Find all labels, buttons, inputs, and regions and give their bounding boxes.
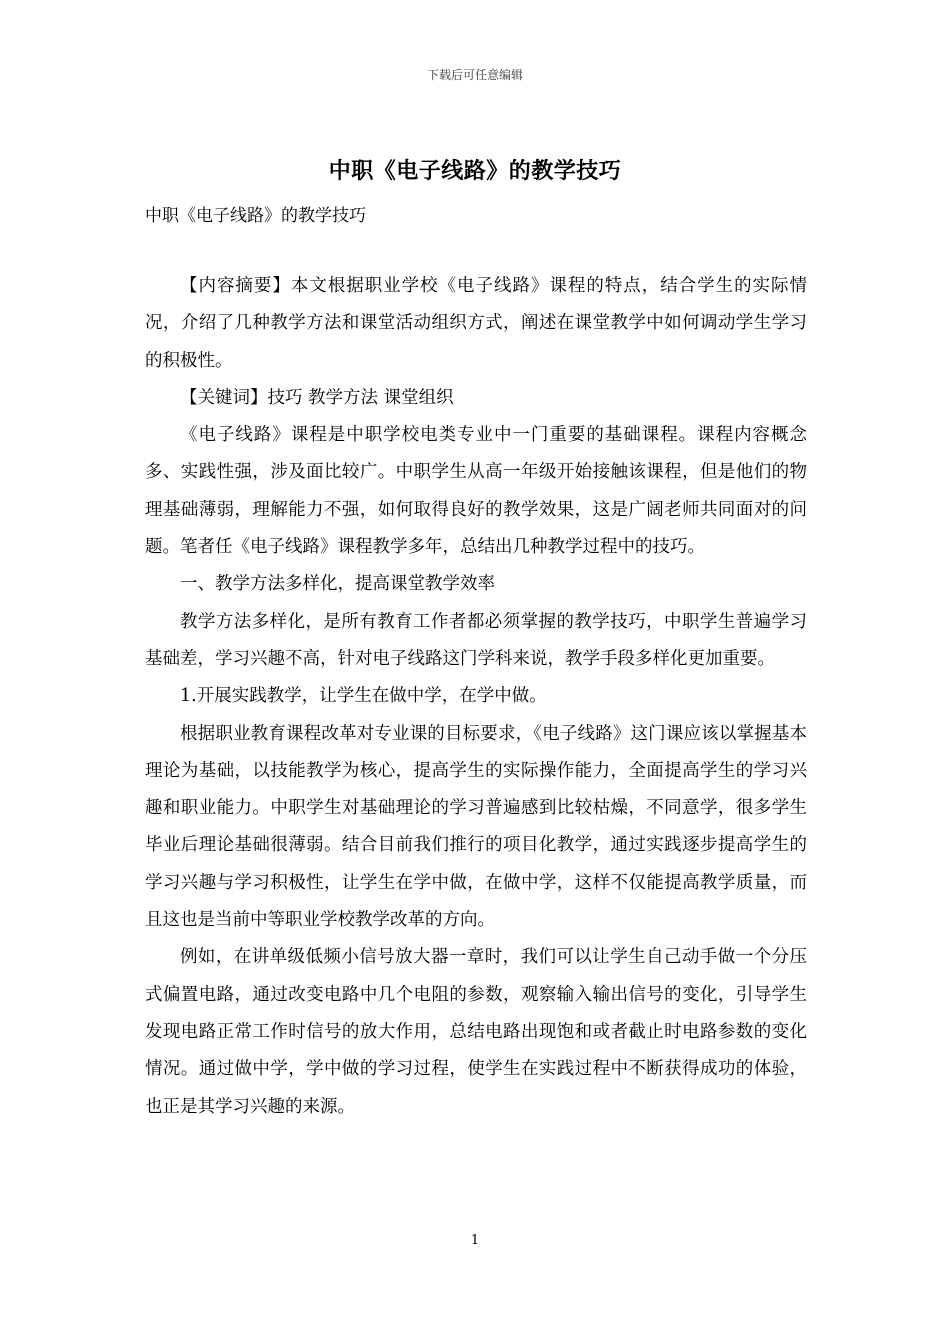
body-paragraph: 根据职业教育课程改革对专业课的目标要求，《电子线路》这门课应该以掌握基本理论为基础，以技能教学为核心，提高学生的实际操作能力，全面提高学生的学习兴趣和职业能力。中职学生对基础理论的学习普遍感到比较枯燥，不同意学，很多学生毕业后理论基础很薄弱。结合目前我们推行的项目化教学，通过实践逐步提高学生的学习兴趣与学习积极性，让学生在学中做，在做中学，这样不仅能提高教学质量，而且这也是当前中等职业学校教学改革的方向。 [145, 723, 807, 931]
subsection-heading: 1.开展实践教学，让学生在做中学，在学中做。 [180, 686, 547, 707]
page-number: 1 [470, 1233, 480, 1248]
document-title: 中职《电子线路》的教学技巧 [328, 158, 622, 184]
keywords-paragraph: 【关键词】技巧 教学方法 课堂组织 [180, 387, 454, 408]
body-paragraph: 例如，在讲单级低频小信号放大器一章时，我们可以让学生自己动手做一个分压式偏置电路，通过改变电路中几个电阻的参数，观察输入输出信号的变化，引导学生发现电路正常工作时信号的放大作用，总结电路出现饱和或者截止时电路参数的变化情况。通过做中学，学中做的学习过程，使学生在实践过程中不断获得成功的体验，也正是其学习兴趣的来源。 [145, 947, 807, 1117]
document-body [145, 268, 807, 1126]
body-paragraph: 教学方法多样化，是所有教育工作者都必须掌握的教学技巧，中职学生普遍学习基础差，学习兴趣不高，针对电子线路这门学科来说，教学手段多样化更加重要。 [145, 611, 807, 669]
document-subtitle: 中职《电子线路》的教学技巧 [145, 206, 366, 226]
section-heading: 一、教学方法多样化，提高课堂教学效率 [180, 574, 495, 595]
abstract-paragraph: 【内容摘要】本文根据职业学校《电子线路》课程的特点，结合学生的实际情况，介绍了几种教学方法和课堂活动组织方式，阐述在课堂教学中如何调动学生学习的积极性。 [145, 276, 807, 371]
header-note: 下载后可任意编辑 [426, 68, 523, 82]
intro-paragraph: 《电子线路》课程是中职学校电类专业中一门重要的基础课程。课程内容概念多、实践性强，涉及面比较广。中职学生从高一年级开始接触该课程，但是他们的物理基础薄弱，理解能力不强，如何取得良好的教学效果，这是广阔老师共同面对的问题。笔者任《电子线路》课程教学多年，总结出几种教学过程中的技巧。 [145, 425, 807, 558]
